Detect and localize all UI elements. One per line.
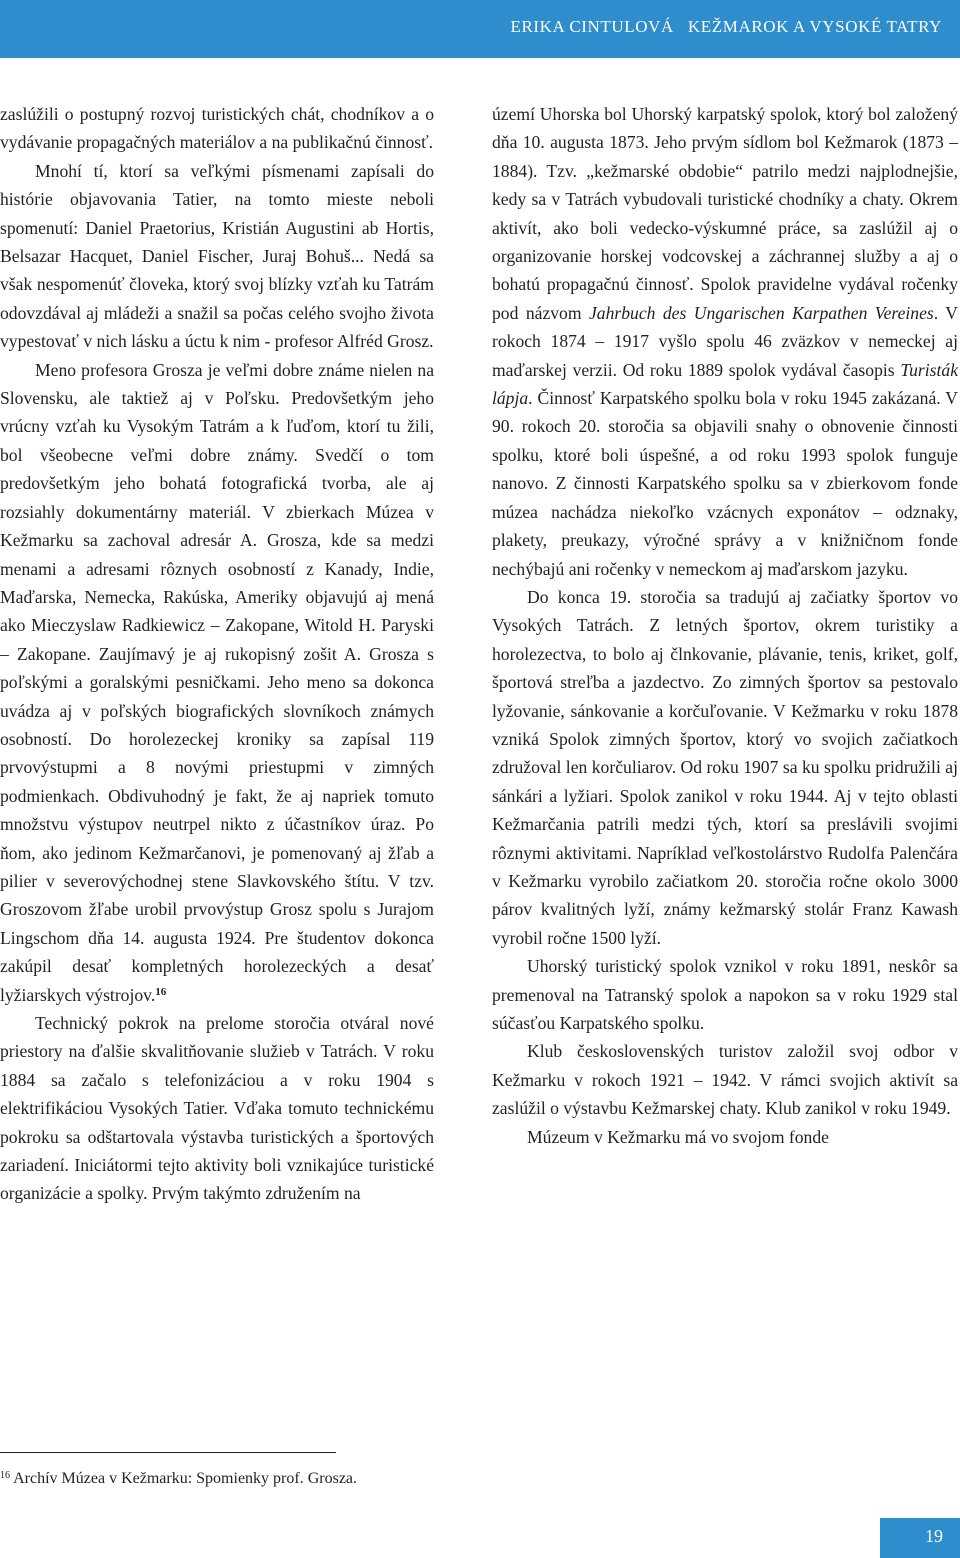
running-head	[511, 17, 943, 37]
paragraph-text: . V rokoch 1874 – 1917 vyšlo spolu 46 zväzkov v nemeckej aj maďarskej verzii. Od roku 1889 spolok vydával časopis	[492, 302, 958, 380]
paragraph	[492, 100, 958, 583]
footnote-number: 16	[0, 1470, 10, 1481]
paragraph: Mnohí tí, ktorí sa veľkými písmenami zapísali do histórie objavovania Tatier, na tomto mieste neboli spomenutí: Daniel Praetorius, Kristián Augustini ab Hortis, Belsazar Hacquet, Daniel Fischer, Juraj Bohuš... Nedá sa však nespomenúť človeka, ktorý svoj blízky vzťah ku Tatrám odovzdával aj mládeži a snažil sa počas celého svojho života vypestovať v nich lásku a úctu k nim - profesor Alfréd Grosz.	[0, 160, 434, 352]
paragraph: Do konca 19. storočia sa tradujú aj začiatky športov vo Vysokých Tatrách. Z letných športov, okrem turistiky a horolezectva, to bolo aj člnkovanie, plávanie, tenis, kriket, golf, športová streľba a jazdectvo. Zo zimných športov sa pestovalo lyžovanie, sánkovanie a korčuľovanie. V Kežmarku v roku 1878 vzniká Spolok zimných športov, ktorý vo svojich začiatkoch združoval len korčuliarov. Od roku 1907 sa ku spolku pridružili aj sánkári a lyžiari. Spolok zanikol v roku 1944. Aj v tejto oblasti Kežmarčania patrili medzi tých, ktorí sa preslávili svojimi rôznymi aktivitami. Napríklad veľkostolárstvo Rudolfa Palenčára v Kežmarku vyrobilo začiatkom 20. storočia ročne okolo 3000 párov kvalitných lyží, známy kežmarský stolár Franz Kawash vyrobil ročne 1500 lyží.	[492, 586, 958, 948]
paragraph-text: . Činnosť Karpatského spolku bola v roku 1945 zakázaná. V 90. rokoch 20. storočia sa objavili snahy o obnovenie činnosti spolku, ktoré boli úspešné, a od roku 1993 spolok funguje nanovo. Z činnosti Karpatského spolku sa v zbierkovom fonde múzea nachádza niekoľko vzácnych exponátov – odznaky, plakety, preukazy, výročné správy a v knižničnom fonde nechýbajú ani ročenky v nemeckom aj maďarskom jazyku.	[492, 388, 958, 579]
left-column	[0, 100, 434, 1208]
paragraph: Múzeum v Kežmarku má vo svojom fonde	[527, 1126, 829, 1147]
paragraph: Technický pokrok na prelome storočia otváral nové priestory na ďalšie skvalitňovanie služieb v Tatrách. V roku 1884 sa začalo s telefonizáciou a v roku 1904 s elektrifikáciou Vysokých Tatier. Vďaka tomuto technickému pokroku sa odštartovala výstavba turistických a športových zariadení. Iniciátormi tejto aktivity boli vznikajúce turistické organizácie a spolky. Prvým takýmto združením na	[0, 1013, 434, 1204]
paragraph-text: území Uhorska bol Uhorský karpatský spolok, ktorý bol založený dňa 10. augusta 1873. Jeho prvým sídlom bol Kežmarok (1873 – 1884). Tzv. „kežmarské obdobie“ patrilo medzi najplodnejšie, kedy sa v Tatrách vybudovali turistické chodníky a chaty. Okrem aktivít, ako boli vedecko-výskumné práce, sa zaslúžil aj o organizovanie horskej vodcovskej a záchrannej služby a aj o bohatú propagačnú činnosť. Spolok pravidelne vydával ročenky pod názvom	[492, 104, 958, 323]
paragraph: zaslúžili o postupný rozvoj turistických chát, chodníkov a o vydávanie propagačných materiálov a na publikačnú činnosť.	[0, 104, 434, 153]
running-head-title: KEŽMAROK A VYSOKÉ TATRY	[687, 17, 942, 36]
publication-title: Jahrbuch des Ungarischen Karpathen Vereines	[588, 302, 934, 323]
page-header	[0, 0, 960, 58]
publication-title: Turisták lápja	[492, 359, 958, 409]
footnote-divider	[0, 1452, 336, 1453]
running-head-author: ERIKA CINTULOVÁ	[510, 17, 674, 36]
right-column	[492, 100, 958, 1151]
footnote-reference[interactable]: 16	[155, 985, 167, 998]
paragraph: Klub československých turistov založil svoj odbor v Kežmarku v rokoch 1921 – 1942. V rámci svojich aktivít sa zaslúžil o výstavbu Kežmarskej chaty. Klub zanikol v roku 1949.	[492, 1041, 958, 1119]
paragraph-text: Meno profesora Grosza je veľmi dobre známe nielen na Slovensku, ale taktiež aj v Poľsku. Predovšetkým jeho vrúcny vzťah ku Vysokým Tatrám a k ľuďom, ktorí tu žili, bol všeobecne veľmi dobre známy. Svedčí o tom predovšetkým jeho bohatá fotografická tvorba, ale aj rozsiahly dokumentárny materiál. V zbierkach Múzea v Kežmarku sa zachoval adresár A. Grosza, kde sa medzi menami a adresami rôznych osobností z Kanady, Indie, Maďarska, Nemecka, Rakúska, Ameriky objavujú aj mená ako Mieczyslaw Radkiewicz – Zakopane, Witold H. Paryski – Zakopane. Zaujímavý je aj rukopisný zošit A. Grosza s poľskými a goralskými pesničkami. Jeho meno sa dokonca uvádza aj v poľských biografických slovníkoch známych osobností. Do horolezeckej kroniky sa zapísal 119 prvovýstupmi a 8 novými priestupmi v zimných podmienkach. Obdivuhodný je fakt, že aj napriek tomuto množstvu výstupov neutrpel nikto z účastníkov úraz. Po ňom, ako jedinom Kežmarčanovi, je pomenovaný aj žľab a pilier v severovýchodnej stene Slavkovského štítu. V tzv. Groszovom žľabe urobil prvovýstup Grosz spolu s Jurajom Lingschom dňa 14. augusta 1924. Pre študentov dokonca zakúpil desať kompletných horolezeckých a desať lyžiarskych výstrojov.	[0, 359, 434, 1005]
page-number-badge	[880, 1518, 960, 1558]
page-number: 19	[925, 1526, 943, 1546]
paragraph	[0, 356, 434, 1009]
paragraph: Uhorský turistický spolok vznikol v roku 1891, neskôr sa premenoval na Tatranský spolok a napokon sa v roku 1929 stal súčasťou Karpatského spolku.	[492, 956, 958, 1033]
footnote-text: Archív Múzea v Kežmarku: Spomienky prof. Grosza.	[10, 1470, 358, 1487]
footnote	[0, 1468, 357, 1490]
